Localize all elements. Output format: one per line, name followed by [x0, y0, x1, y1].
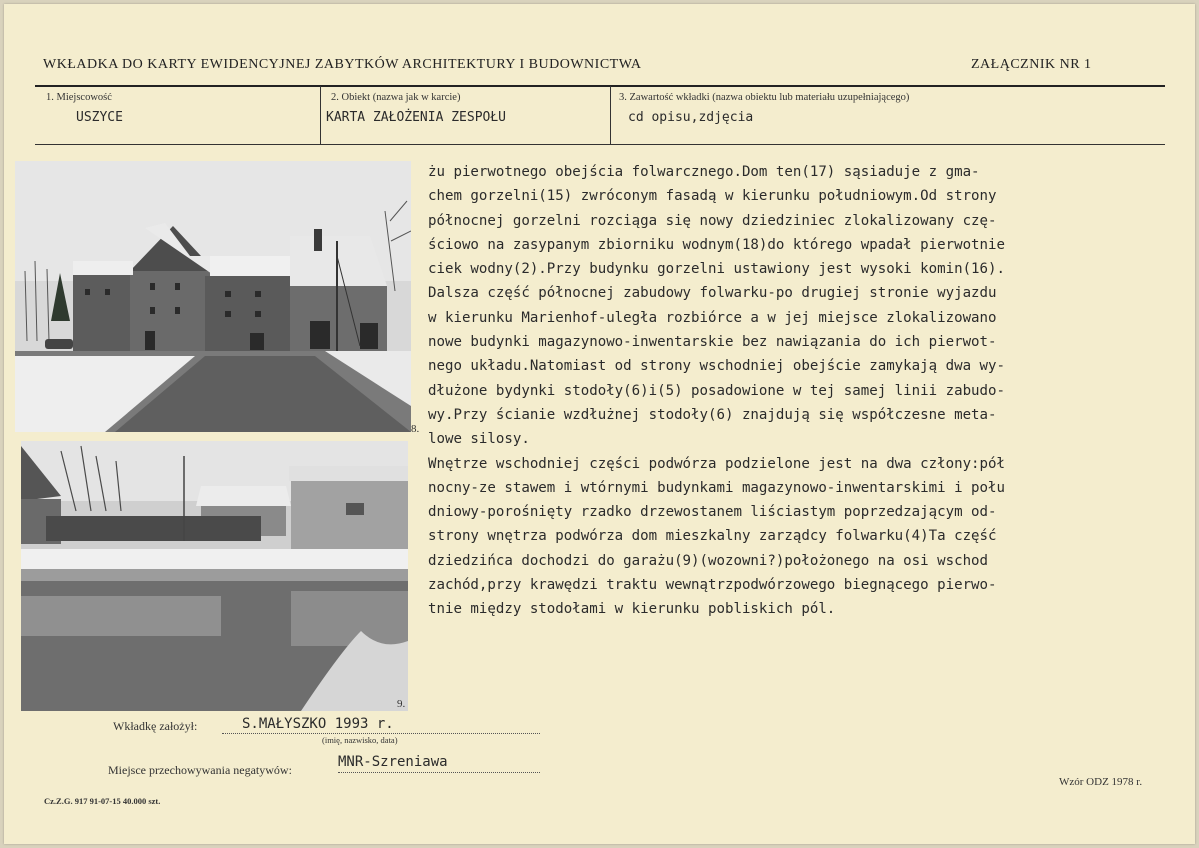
locality-value: USZYCE	[76, 110, 123, 125]
field-divider-1	[320, 86, 321, 144]
object-value: KARTA ZAŁOŻENIA ZESPOŁU	[326, 110, 507, 125]
text-line: Wnętrze wschodniej części podwórza podzielone jest na dwa człony:pół	[428, 455, 1005, 472]
description-text	[428, 160, 1168, 622]
content-label: 3. Zawartość wkładki (nazwa obiektu lub materiału uzupełniającego)	[619, 92, 910, 103]
annex-number: ZAŁĄCZNIK NR 1	[971, 57, 1092, 72]
text-line: strony wnętrza podwórza dom mieszkalny zarządcy folwarku(4)Ta część	[428, 528, 997, 545]
text-line: dziedzińca dochodzi do garażu(9)(wozowni?)położonego na osi wschod	[428, 552, 989, 569]
form-id: Wzór ODZ 1978 r.	[1059, 776, 1143, 788]
text-line: chem gorzelni(15) zwróconym fasadą w kierunku południowym.Od strony	[428, 188, 997, 205]
text-line: północnej gorzelni rozciąga się nowy dziedziniec zlokalizowany czę-	[428, 212, 997, 229]
text-line: nocny-ze stawem i wtórnymi budynkami magazynowo-inwentarskimi i połu	[428, 479, 1005, 496]
photo1-number: 8.	[411, 423, 420, 435]
text-line: lowe silosy.	[428, 431, 530, 448]
author-dotline	[222, 733, 540, 734]
photo2-number: 9.	[397, 698, 406, 710]
text-line: zachód,przy krawędzi traktu wewnątrzpodwórzowego biegnącego pierwo-	[428, 577, 997, 594]
print-info: Cz.Z.G. 917 91-07-15 40.000 szt.	[44, 796, 161, 806]
photo-distillery	[15, 161, 411, 432]
author-hint: (imię, nazwisko, data)	[322, 735, 398, 745]
locality-label: 1. Miejscowość	[46, 92, 112, 103]
text-line: żu pierwotnego obejścia folwarcznego.Dom ten(17) sąsiaduje z gma-	[428, 164, 980, 180]
text-line: dniowy-porośnięty rzadko drzewostanem liściastym poprzedzającym od-	[428, 504, 997, 521]
text-line: nego układu.Natomiast od strony wschodniej obejście zamykają dwa wy-	[428, 358, 1005, 375]
text-line: tnie między stodołami w kierunku pobliskich pól.	[428, 601, 836, 618]
text-line: nowe budynki magazynowo-inwentarskie bez nawiązania do ich pierwot-	[428, 334, 997, 351]
text-line: dłużone bydynki stodoły(6)i(5) posadowione w tej samej linii zabudo-	[428, 382, 1005, 399]
card-title: WKŁADKA DO KARTY EWIDENCYJNEJ ZABYTKÓW ARCHITEKTURY I BUDOWNICTWA	[43, 57, 642, 72]
object-label: 2. Obiekt (nazwa jak w karcie)	[331, 92, 461, 103]
text-line: ściowo na zasypanym zbiorniku wodnym(18)do którego wpadał pierwotnie	[428, 236, 1005, 253]
pond-photo-image	[21, 441, 408, 711]
negatives-label: Miejsce przechowywania negatywów:	[108, 763, 292, 777]
photo-pond	[21, 441, 408, 711]
fields-rule	[35, 144, 1165, 145]
header-rule	[35, 85, 1165, 87]
content-value: cd opisu,zdjęcia	[628, 110, 754, 125]
text-line: ciek wodny(2).Przy budynku gorzelni ustawiony jest wysoki komin(16).	[428, 261, 1005, 278]
text-line: w kierunku Marienhof-uległa rozbiórce a w jej miejsce zlokalizowano	[428, 309, 997, 326]
author-value: S.MAŁYSZKO 1993 r.	[242, 716, 394, 732]
negatives-value: MNR-Szreniawa	[338, 754, 448, 770]
text-line: Dalsza część północnej zabudowy folwarku-po drugiej stronie wyjazdu	[428, 285, 997, 302]
negatives-dotline	[338, 772, 540, 773]
text-line: wy.Przy ścianie wzdłużnej stodoły(6) znajdują się współczesne meta-	[428, 406, 997, 423]
distillery-photo-image	[15, 161, 411, 432]
author-label: Wkładkę założył:	[113, 719, 198, 733]
field-divider-2	[610, 86, 611, 144]
